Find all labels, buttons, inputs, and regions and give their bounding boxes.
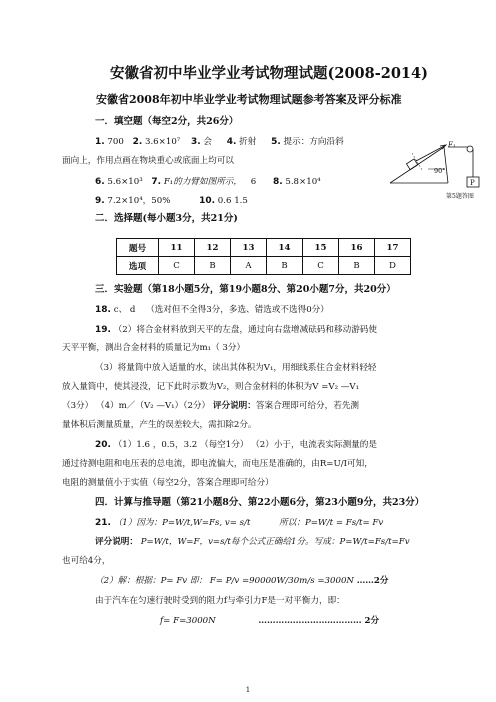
q8-number: 8.: [272, 177, 283, 187]
q1-answer: 700: [107, 137, 124, 147]
q21-line-3: 也可给4分，: [62, 556, 111, 566]
q7-answer: F₁的力臂如图所示，: [163, 177, 242, 187]
q21-line-1: [95, 517, 383, 529]
table-cell: 11: [159, 239, 195, 257]
table-cell: C: [303, 257, 339, 275]
section-1-heading: 一．填空题（每空2分，共26分）: [95, 116, 239, 127]
q19-scoring-label: 评分说明：: [212, 401, 256, 411]
q18-number: 18.: [95, 305, 111, 315]
table-cell: 17: [375, 239, 411, 257]
q3-number: 3.: [190, 137, 201, 147]
q21-line-2: [95, 536, 410, 548]
q20-line-2: 通过待测电阻和电压表的总电流，即电流偏大，而电压是准确的，由R=U/I可知，: [62, 459, 373, 469]
q21-text-6a: f= F=3000N: [160, 616, 216, 626]
section-4-heading: 四．计算与推导题（第21小题8分、第22小题6分，第23小题9分，共23分）: [95, 497, 425, 508]
table-cell: 15: [303, 239, 339, 257]
answers-line-2: 面向上，作用点画在物块重心或底面上均可以: [62, 156, 234, 166]
q9-number: 9.: [95, 196, 105, 206]
q21-number: 21.: [95, 518, 111, 528]
table-cell: 16: [339, 239, 375, 257]
q19-line-6: 量体积后测量质量，产生的误差较大，需扣除2分。: [62, 420, 257, 430]
answers-line-4: [95, 195, 248, 207]
q2-answer: 3.6×10⁷: [144, 137, 181, 147]
q21-line-4: [95, 575, 388, 587]
q19-text-1: （2）将合金材料放到天平的左盘，通过向右盘增减砝码和移动游码使: [113, 325, 377, 335]
q6-number: 6.: [95, 177, 105, 187]
q21-text-2b: P=W/t，W=F，v=s/t每个公式正确给1分。写成：P=W/t=Fs/t=Fv: [140, 537, 410, 547]
q21-text-1b: 所以：P=W/t = Fs/t= Fv: [279, 518, 384, 528]
table-row-answers: [117, 257, 411, 275]
section-3-heading: 三．实验题（第18小题5分，第19小题8分、第20小题7分，共20分）: [95, 284, 396, 295]
q20-line-1: [95, 439, 377, 451]
answers-line-1: [95, 136, 344, 148]
q19-text-5c: 答案合理即可给分，若先测: [255, 401, 360, 411]
q5-answer: 提示：方向沿斜: [283, 137, 344, 147]
page-title: 安徽省初中毕业学业考试物理试题(2008-2014): [110, 65, 428, 82]
q21-text-4b: ……2分: [356, 576, 389, 586]
q21-text-6b: ……………………………… 2分: [258, 616, 380, 626]
q21-text-4a: （2）解：根据：P= Fv 即： F= P/v =90000W/30m/s =3000N: [95, 576, 354, 586]
q21-line-6: [160, 615, 379, 627]
q19-text-5a: （3分） （4）m／（V₂ —V₁）（2分）: [62, 401, 211, 411]
section-2-heading: 二．选择题(每小题3分，共21分): [95, 213, 238, 224]
q19-line-4: 放入量筒中，使其浸没，记下此时示数为V₂，则合金材料的体积为V =V₂ —V₁: [62, 382, 360, 392]
q20-number: 20.: [95, 440, 111, 450]
box-label: P: [470, 179, 475, 187]
q5-number: 5.: [271, 137, 281, 147]
table-cell: 14: [267, 239, 303, 257]
angle-label: 90°: [434, 167, 446, 175]
q19-line-3: （3）将量筒中放入适量的水，读出其体积为V₁，用细线系住合金材料轻轻: [95, 363, 377, 373]
q7-number: 7.: [151, 177, 162, 187]
q4-answer: 折射: [239, 137, 257, 147]
q21-scoring-label: 评分说明：: [95, 537, 138, 547]
q19-number: 19.: [95, 325, 111, 335]
table-answer-label: 选项: [117, 257, 159, 275]
q8-answer: 5.8×10⁴: [285, 177, 321, 187]
answer-table: [116, 238, 411, 275]
q3-answer: 会: [203, 137, 212, 147]
table-cell: B: [339, 257, 375, 275]
q10-answer: 0.6 1.5: [217, 196, 248, 206]
q2-number: 2.: [132, 137, 143, 147]
q9-answer: 7.2×10⁴，50%: [107, 196, 171, 206]
table-cell: B: [195, 257, 231, 275]
q20-line-3: 电阻的测量值小于实值（每空2分，答案合理即可给分）: [62, 478, 274, 488]
q18-answer: c、 d: [113, 305, 136, 315]
table-cell: 13: [231, 239, 267, 257]
q18-note: （选对但不全得3分，多选、错选或不选得0分）: [146, 305, 329, 315]
q1-number: 1.: [95, 137, 105, 147]
q19-line-5: [62, 400, 359, 412]
table-cell: A: [231, 257, 267, 275]
q19-line-2: 天平平衡，测出合金材料的质量记为m₁（ 3分）: [62, 343, 246, 353]
page-number: 1: [245, 686, 251, 694]
table-cell: C: [159, 257, 195, 275]
table-row-numbers: [117, 239, 411, 257]
answers-line-3: [95, 176, 321, 188]
table-cell: D: [375, 257, 411, 275]
incline-figure: [388, 139, 488, 205]
force-label: F₁: [448, 141, 456, 149]
q10-number: 10.: [199, 196, 216, 206]
q4-number: 4.: [226, 137, 237, 147]
q21-line-5: 由于汽车在匀速行驶时受到的阻力f与牵引力F是一对平衡力，即：: [95, 596, 345, 606]
q19-line-1: [95, 324, 377, 336]
figure-caption: 第5题答图: [446, 193, 474, 200]
q18-line: [95, 304, 329, 316]
q7-answer-b: 6: [250, 177, 257, 187]
table-cell: B: [267, 257, 303, 275]
q6-answer: 5.6×10³: [107, 177, 143, 187]
q20-text-1: （1）1.6 ，0.5，3.2 （每空1分） （2）小于，电流表实际测量的是: [113, 440, 377, 450]
table-header-label: 题号: [117, 239, 159, 257]
q21-text-1a: （1）因为：P=W/t,W=Fs, v= s/t: [113, 518, 251, 528]
page-subtitle: 安徽省2008年初中毕业学业考试物理试题参考答案及评分标准: [96, 93, 402, 106]
table-cell: 12: [195, 239, 231, 257]
